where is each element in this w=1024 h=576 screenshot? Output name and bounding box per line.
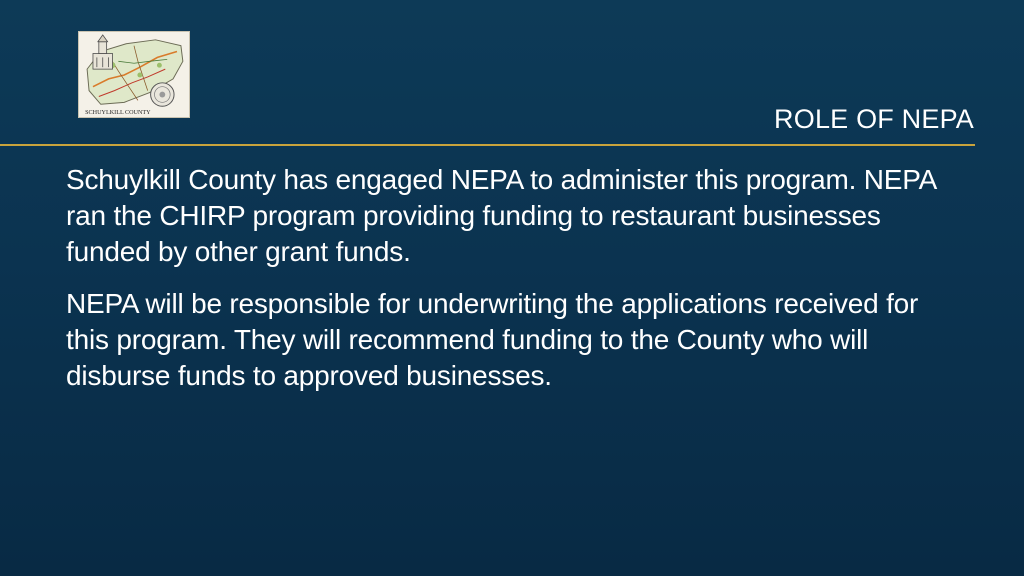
slide-title: ROLE OF NEPA [774, 104, 974, 134]
paragraph-2: NEPA will be responsible for underwriting the applications received for this program. They will recommend funding to the County who will disburse funds to approved businesses. [66, 288, 919, 391]
paragraph-1: Schuylkill County has engaged NEPA to administer this program. NEPA ran the CHIRP program providing funding to restaurant businesses funded by other grant funds. [66, 164, 936, 267]
county-logo [78, 31, 190, 118]
logo-caption: SCHUYLKILL COUNTY [85, 110, 151, 117]
title-divider [0, 144, 975, 146]
body-content [66, 162, 966, 410]
county-map-image [79, 32, 189, 117]
